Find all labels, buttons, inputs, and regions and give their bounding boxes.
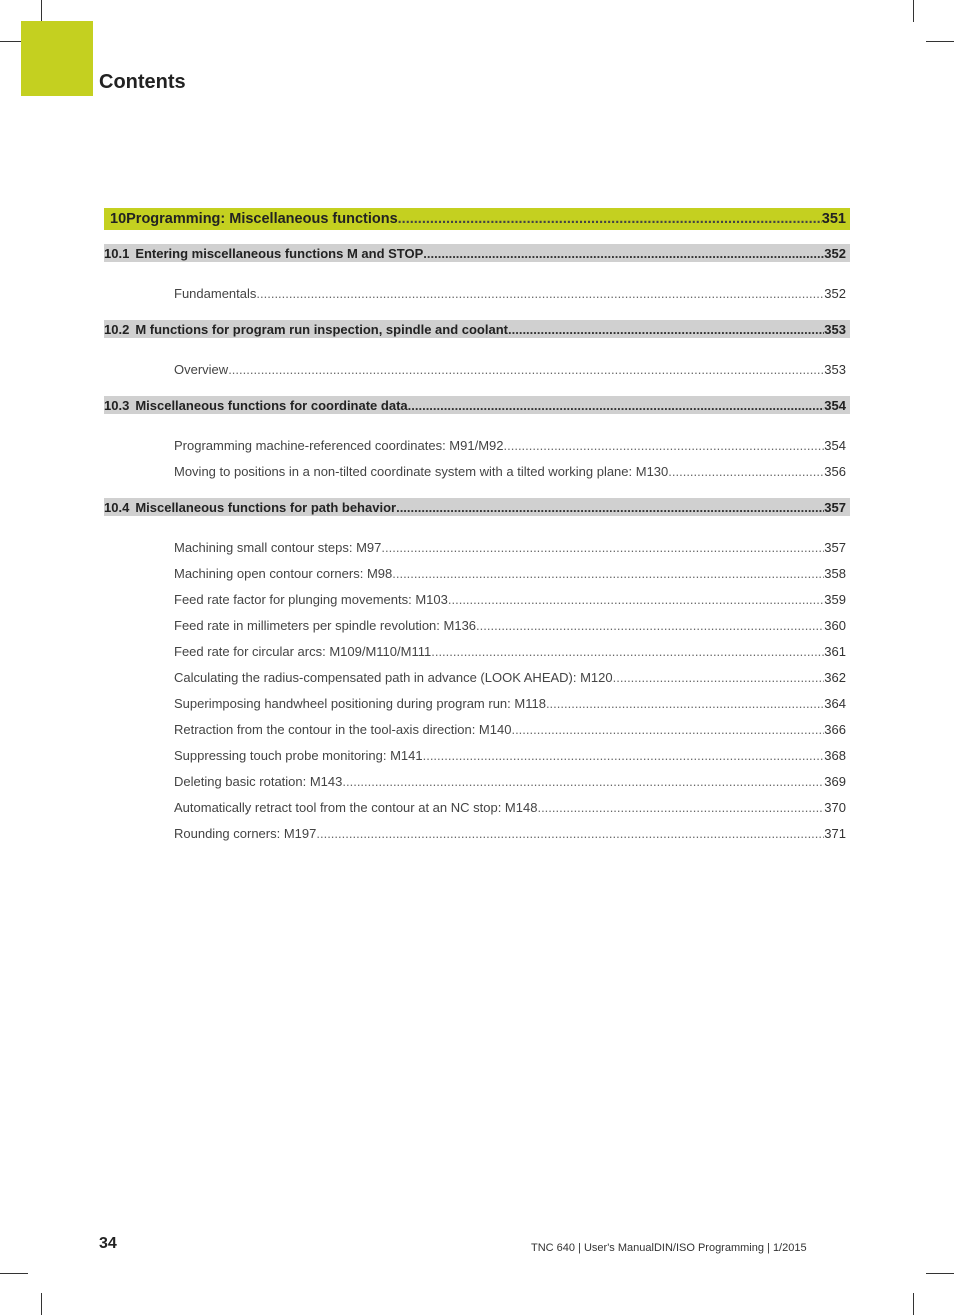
- leader-dots: [423, 748, 825, 763]
- toc-entry[interactable]: [104, 534, 850, 560]
- toc-entry[interactable]: [104, 356, 850, 382]
- section-page: 357: [824, 499, 846, 515]
- entry-title: Moving to positions in a non-tilted coordinate system with a tilted working plane: M130: [174, 463, 669, 479]
- section-heading[interactable]: [104, 320, 850, 338]
- toc-entry[interactable]: [104, 690, 850, 716]
- entry-title: Calculating the radius-compensated path in advance (LOOK AHEAD): M120: [174, 669, 613, 685]
- entry-page: 360: [824, 617, 846, 633]
- crop-mark: [926, 41, 954, 42]
- entry-page: 361: [824, 643, 846, 659]
- section-number: 10.2: [104, 321, 130, 337]
- leader-dots: [423, 246, 824, 261]
- entry-title: Suppressing touch probe monitoring: M141: [174, 747, 423, 763]
- entry-list: [104, 280, 850, 306]
- leader-dots: [381, 540, 824, 555]
- section-heading[interactable]: [104, 244, 850, 262]
- section-page: 352: [824, 245, 846, 261]
- entry-title: Deleting basic rotation: M143: [174, 773, 343, 789]
- entry-page: 368: [824, 747, 846, 763]
- section-page: 353: [824, 321, 846, 337]
- section-title: M functions for program run inspection, spindle and coolant: [135, 321, 508, 337]
- entry-page: 366: [824, 721, 846, 737]
- entry-page: 358: [824, 565, 846, 581]
- chapter-number: 10: [110, 211, 127, 227]
- crop-mark: [0, 1273, 28, 1274]
- section-page: 354: [824, 397, 846, 413]
- leader-dots: [668, 464, 824, 479]
- chapter-heading[interactable]: [104, 208, 850, 230]
- crop-mark: [926, 1273, 954, 1274]
- chapter-title: Programming: Miscellaneous functions: [126, 211, 398, 227]
- crop-mark: [913, 1293, 914, 1315]
- section-title: Miscellaneous functions for coordinate data: [135, 397, 408, 413]
- entry-title: Automatically retract tool from the contour at an NC stop: M148: [174, 799, 538, 815]
- crop-mark: [41, 1293, 42, 1315]
- section-heading[interactable]: [104, 396, 850, 414]
- entry-title: Feed rate in millimeters per spindle revolution: M136: [174, 617, 477, 633]
- leader-dots: [537, 800, 824, 815]
- toc-entry[interactable]: [104, 638, 850, 664]
- leader-dots: [316, 826, 824, 841]
- leader-dots: [396, 500, 824, 515]
- section-number: 10.3: [104, 397, 130, 413]
- entry-page: 352: [824, 285, 846, 301]
- toc-entry[interactable]: [104, 612, 850, 638]
- leader-dots: [228, 362, 824, 377]
- crop-mark: [913, 0, 914, 22]
- section-number: 10.4: [104, 499, 130, 515]
- entry-title: Feed rate for circular arcs: M109/M110/M111: [174, 643, 432, 659]
- entry-title: Rounding corners: M197: [174, 825, 317, 841]
- leader-dots: [431, 644, 824, 659]
- toc-entry[interactable]: [104, 280, 850, 306]
- page-title: Contents: [99, 71, 186, 93]
- entry-title: Programming machine-referenced coordinates: M91/M92: [174, 437, 504, 453]
- entry-page: 362: [824, 669, 846, 685]
- entry-page: 354: [824, 437, 846, 453]
- entry-title: Overview: [174, 361, 229, 377]
- chapter-page: 351: [821, 211, 846, 227]
- entry-title: Machining open contour corners: M98: [174, 565, 393, 581]
- entry-page: 371: [824, 825, 846, 841]
- leader-dots: [392, 566, 824, 581]
- entry-title: Retraction from the contour in the tool-axis direction: M140: [174, 721, 512, 737]
- leader-dots: [342, 774, 824, 789]
- toc-entry[interactable]: [104, 560, 850, 586]
- leader-dots: [511, 722, 824, 737]
- leader-dots: [398, 211, 822, 227]
- entry-page: 364: [824, 695, 846, 711]
- toc-entry[interactable]: [104, 432, 850, 458]
- entry-title: Fundamentals: [174, 285, 257, 301]
- leader-dots: [508, 322, 824, 337]
- page-number: 34: [99, 1235, 117, 1252]
- entry-page: 359: [824, 591, 846, 607]
- entry-list: [104, 534, 850, 846]
- toc-entry[interactable]: [104, 768, 850, 794]
- table-of-contents: [104, 208, 850, 860]
- entry-title: Feed rate factor for plunging movements: M103: [174, 591, 448, 607]
- toc-entry[interactable]: [104, 664, 850, 690]
- leader-dots: [546, 696, 824, 711]
- toc-entry[interactable]: [104, 716, 850, 742]
- toc-entry[interactable]: [104, 742, 850, 768]
- entry-list: [104, 356, 850, 382]
- entry-page: 353: [824, 361, 846, 377]
- section-title: Entering miscellaneous functions M and STOP: [135, 245, 424, 261]
- entry-page: 369: [824, 773, 846, 789]
- toc-entry[interactable]: [104, 586, 850, 612]
- leader-dots: [613, 670, 825, 685]
- section-title: Miscellaneous functions for path behavior: [135, 499, 397, 515]
- entry-title: Machining small contour steps: M97: [174, 539, 382, 555]
- entry-title: Superimposing handwheel positioning during program run: M118: [174, 695, 546, 711]
- leader-dots: [476, 618, 824, 633]
- crop-mark: [41, 0, 42, 22]
- footer-text: TNC 640 | User's ManualDIN/ISO Programming | 1/2015: [531, 1242, 807, 1254]
- entry-page: 357: [824, 539, 846, 555]
- leader-dots: [504, 438, 825, 453]
- section-number: 10.1: [104, 245, 130, 261]
- toc-entry[interactable]: [104, 458, 850, 484]
- toc-entry[interactable]: [104, 794, 850, 820]
- accent-block: [21, 21, 93, 96]
- entry-page: 370: [824, 799, 846, 815]
- toc-entry[interactable]: [104, 820, 850, 846]
- leader-dots: [408, 398, 825, 413]
- entry-list: [104, 432, 850, 484]
- section-heading[interactable]: [104, 498, 850, 516]
- leader-dots: [256, 286, 824, 301]
- leader-dots: [448, 592, 824, 607]
- entry-page: 356: [824, 463, 846, 479]
